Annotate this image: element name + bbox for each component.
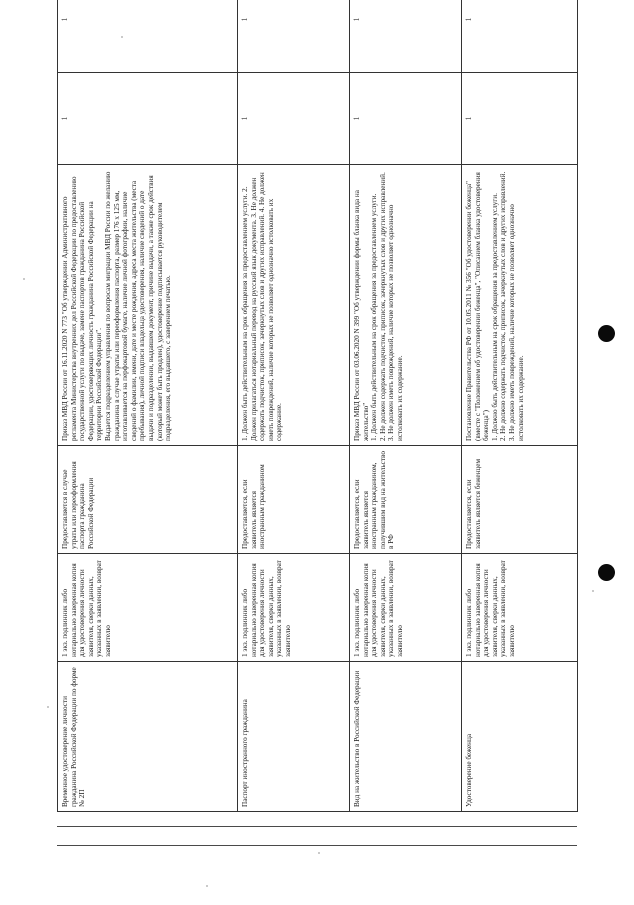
condition-cell — [58, 446, 238, 554]
sample-cell-text: 1 — [240, 116, 249, 121]
requirements-cell — [58, 165, 238, 446]
copy-count-cell-text: 1 экз. подлинник либо нотариально заверенная копия для удостоверения личности заявителя, сверки данных, указанных в заявлении, возврат заявителю — [353, 560, 404, 657]
condition-cell-text: Предоставляется, если заявитель является беженцем — [465, 458, 482, 549]
sample-cell — [350, 73, 462, 165]
requirements-cell — [350, 165, 462, 446]
form-cell-text: 1 — [464, 17, 473, 22]
copy-count-cell — [350, 554, 462, 662]
requirements-cell-text: Постановление Правительства РФ от 10.05.2011 № 356 "Об удостоверении беженца" (вместе с "Положением об удостоверении беженца", "Описанием бланка удостоверения беженца") 1. Должно быть действительным на срок обращения за предоставлением услуги. 2. Не должно содержать подчисток, приписок, зачеркнутых слов и других исправлений. 3. Не должно иметь повреждений, наличие которых не позволяет однозначно истолковать их содержание. — [465, 171, 525, 441]
condition-cell-text: Предоставляется, если заявитель является иностранным гражданином, получившим вид на жительство в РФ — [353, 451, 396, 549]
form-cell-text: 1 — [240, 17, 249, 22]
condition-cell — [238, 446, 350, 554]
form-cell — [238, 0, 350, 73]
condition-cell — [462, 446, 578, 554]
sample-cell-text: 1 — [352, 116, 361, 121]
scan-speck — [47, 706, 49, 708]
document-name-cell — [58, 662, 238, 812]
footer-line — [57, 826, 577, 827]
document-name-cell-text: Паспорт иностранного гражданина — [241, 699, 249, 807]
requirements-cell-text: Приказ МВД России от 03.06.2020 N 399 "Об утверждении формы бланка вида на жительство" 1. Должен быть действительным на срок обращения за предоставлением услуги. 2. Не должен содержать подчисток, приписок, зачеркнутых слов и других исправлений. 3. Не должен иметь повреждений, наличие которых не позволяет однозначно истолковать их содержание. — [353, 172, 404, 441]
scan-speck — [318, 852, 320, 854]
form-cell-text: 1 — [352, 17, 361, 22]
binder-hole — [598, 564, 615, 581]
condition-cell — [350, 446, 462, 554]
requirements-cell-text: Приказ МВД России от 16.11.2020 N 773 "Об утверждении Административного регламента Министерства внутренних дел Российской Федерации по предоставлению государственной услуги по выдаче, замене паспортов гражданина Российской Федерации, удостоверяющих личность гражданина Российской Федерации на территории Российской Федерации". Выдается подразделением управления по вопросам миграции МВД России по желанию гражданина в случае утраты или переоформления паспорта, размер 176 х 125 мм, изготавливается на перфокартовой бумаге, наличие личной фотографии, наличие сведений о фамилии, имени, дате и месте рождения, адреса места жительства (места пребывания), личной подписи владельца удостоверения, наличие сведений о дате выдачи и подразделении, выдавшем документ, причине выдачи, а также срок действия (который может быть продлен), удостоверение подписывается руководителем подразделения, его выдавшего, с заверением печатью. — [61, 171, 173, 441]
sample-cell — [238, 73, 350, 165]
copy-count-cell — [238, 554, 350, 662]
copy-count-cell-text: 1 экз. подлинник либо нотариально заверенная копия для удостоверения личности заявителя, сверки данных, указанных в заявлении, возврат заявителю — [465, 560, 516, 657]
sample-cell — [462, 73, 578, 165]
copy-count-cell-text: 1 экз. подлинник либо нотариально заверенная копия для удостоверения личности заявителя, сверки данных, указанных в заявлении, возврат заявителю — [61, 560, 112, 657]
footer-line — [57, 845, 577, 846]
sample-cell-text: 1 — [60, 116, 69, 121]
copy-count-cell-text: 1 экз. подлинник либо нотариально заверенная копия для удостоверения личности заявителя, сверки данных, указанных в заявлении, возврат заявителю — [241, 560, 292, 657]
table-row — [462, 0, 578, 812]
copy-count-cell — [58, 554, 238, 662]
condition-cell-text: Предоставляется, если заявитель является иностранным гражданином — [241, 464, 267, 549]
table-row — [238, 0, 350, 812]
scan-speck — [206, 885, 208, 887]
document-name-cell-text: Временное удостоверение личности гражданина Российской Федерации по форме № 2П — [61, 667, 87, 807]
document-name-cell — [238, 662, 350, 812]
rotated-document-table — [57, 0, 577, 812]
table-row — [350, 0, 462, 812]
document-name-cell-text: Вид на жительство в Российской Федерации — [353, 670, 361, 807]
document-name-cell — [350, 662, 462, 812]
table-row — [58, 0, 238, 812]
condition-cell-text: Предоставляется в случае утраты или переоформления паспорта гражданина Российской Федерации — [61, 461, 95, 549]
scan-speck — [23, 278, 25, 280]
requirements-cell — [238, 165, 350, 446]
form-cell — [462, 0, 578, 73]
scan-speck — [592, 590, 594, 592]
sample-cell-text: 1 — [464, 116, 473, 121]
requirements-cell-text: 1. Должен быть действительным на срок обращения за предоставлением услуги. 2. Должен прилагаться нотариальный перевод на русский язык документа. 3. Не должен содержать подчисток, приписок, зачеркнутых слов и других исправлений. 4. Не должен иметь повреждений, наличие которых не позволяет однозначно истолковать их содержание. — [241, 172, 284, 441]
documents-table — [57, 0, 578, 812]
form-cell-text: 1 — [60, 17, 69, 22]
form-cell — [350, 0, 462, 73]
copy-count-cell — [462, 554, 578, 662]
binder-hole — [598, 325, 615, 342]
document-name-cell — [462, 662, 578, 812]
form-cell — [58, 0, 238, 73]
document-name-cell-text: Удостоверение беженца — [465, 733, 473, 807]
requirements-cell — [462, 165, 578, 446]
sample-cell — [58, 73, 238, 165]
